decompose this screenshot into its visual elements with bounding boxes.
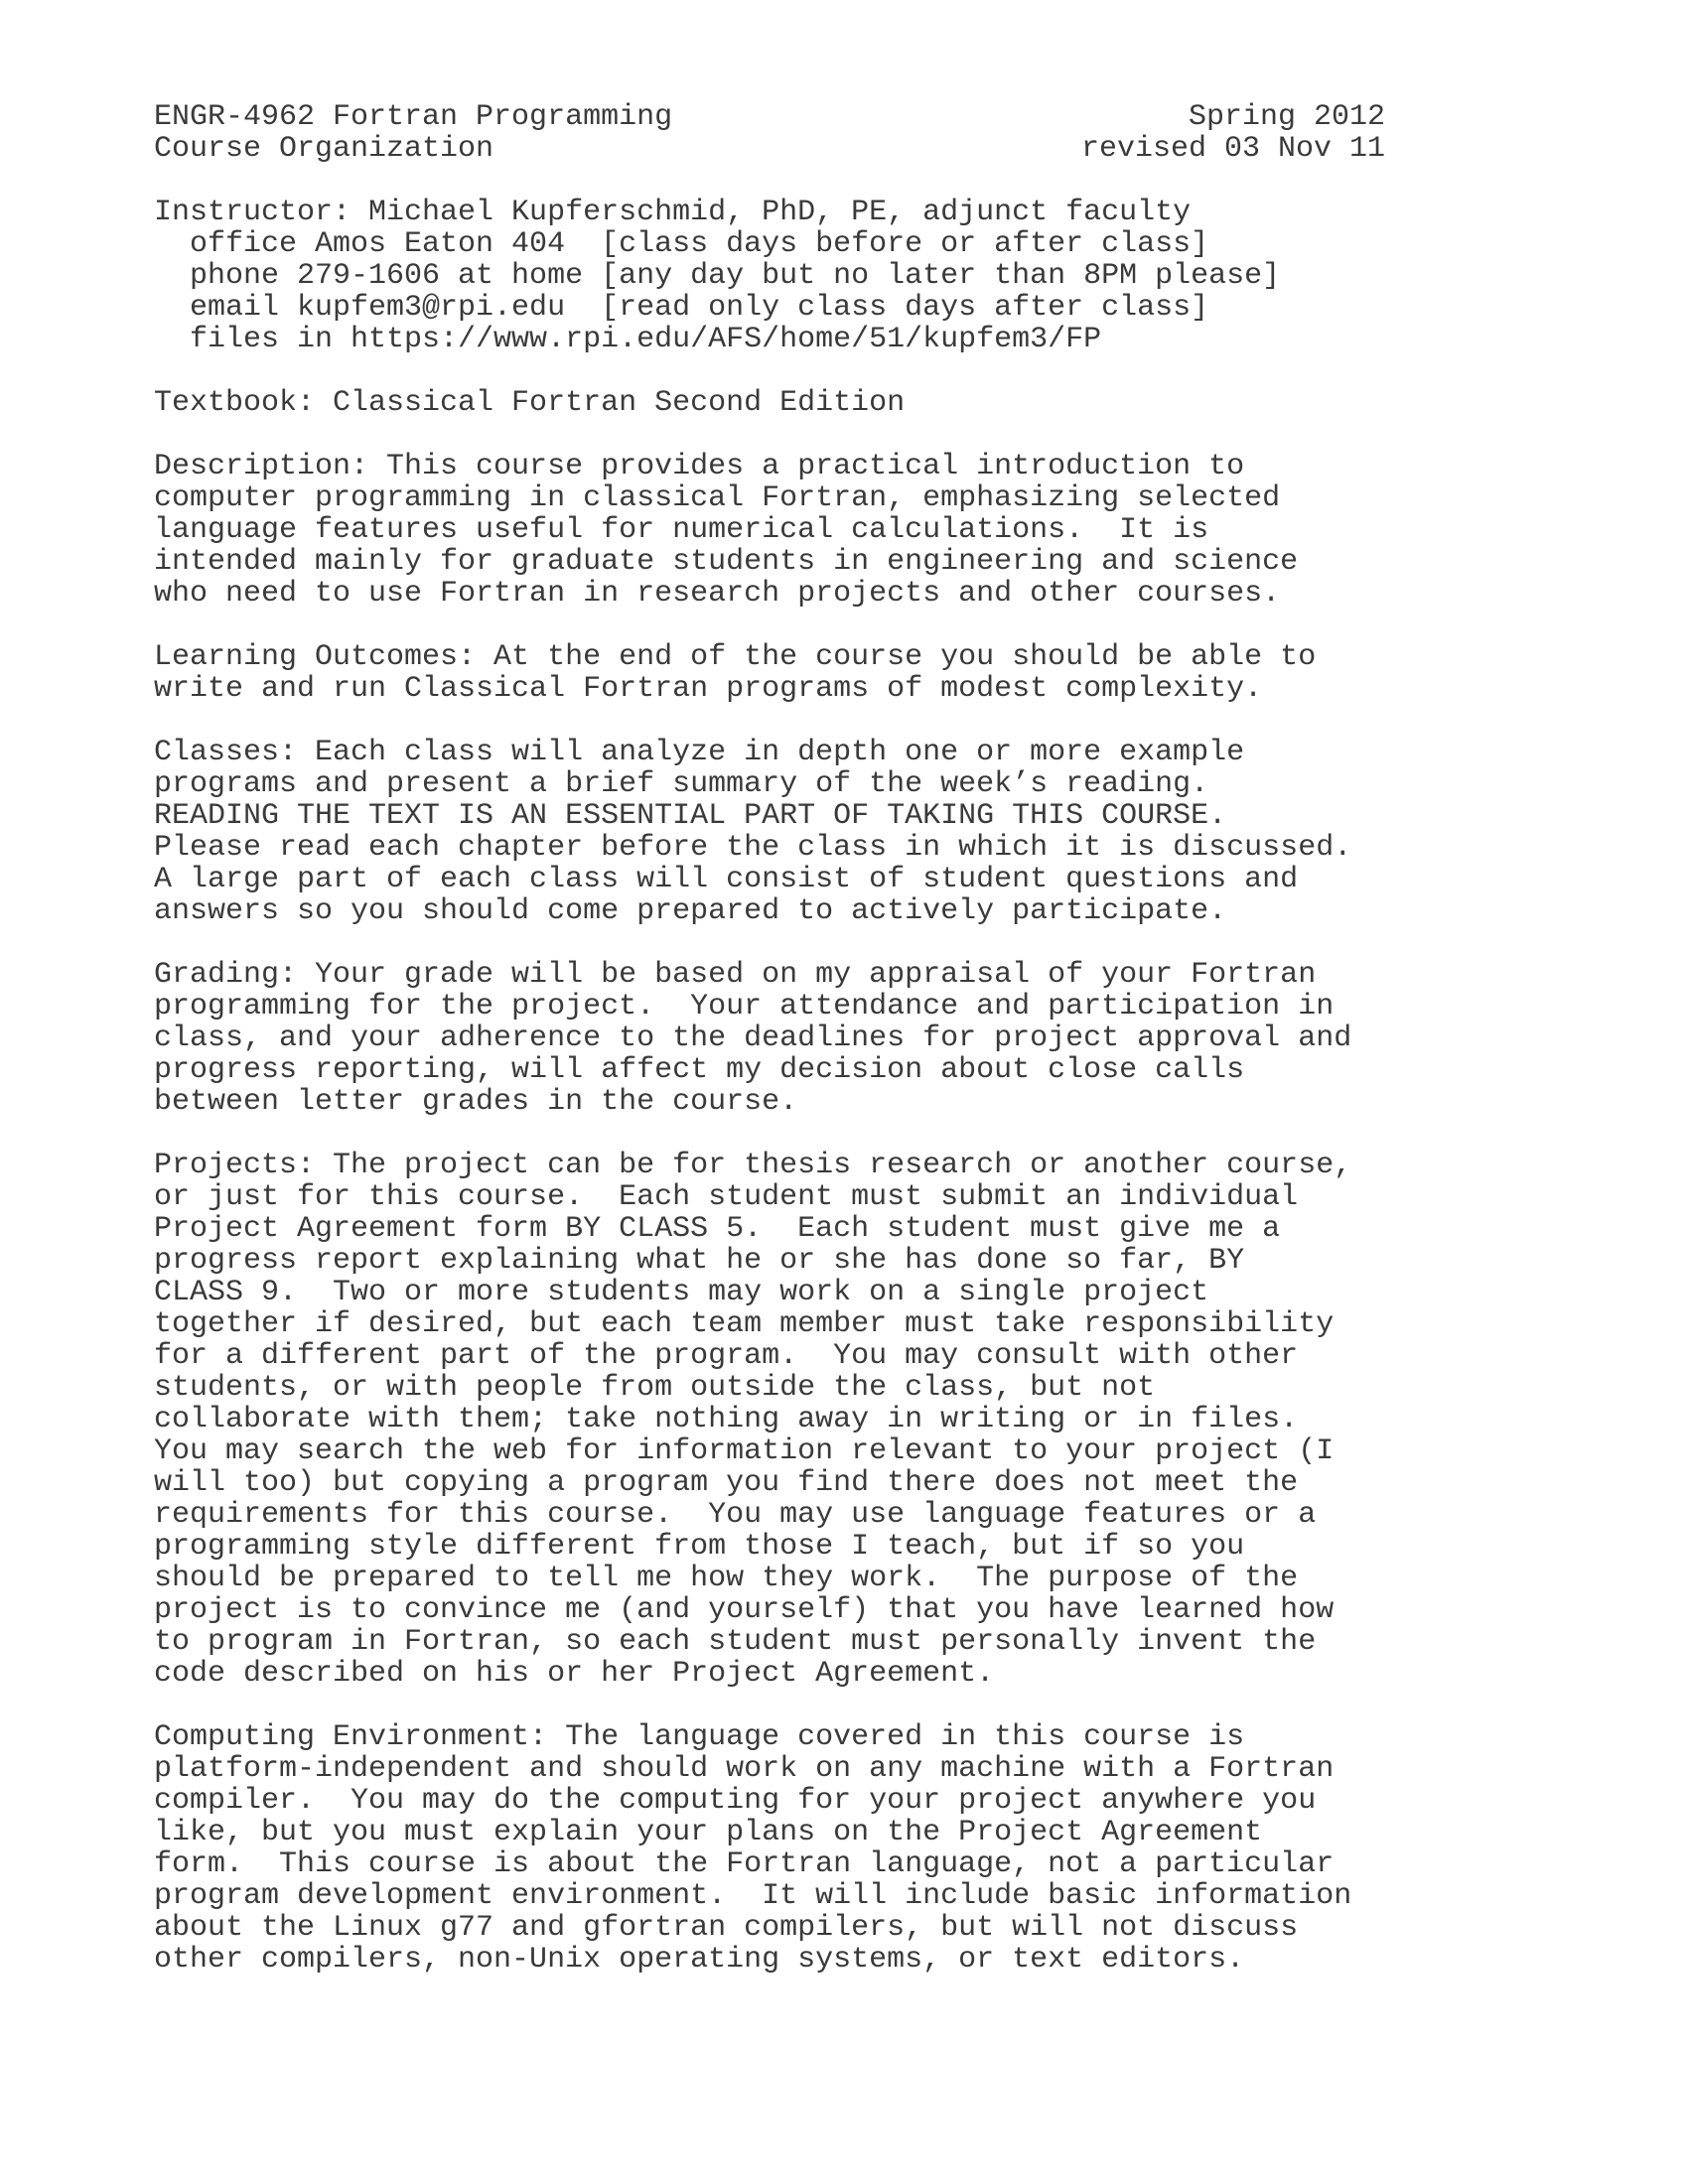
text-line: for a different part of the program. You may consult with other	[154, 1339, 1299, 1373]
section-textbook	[154, 387, 1385, 419]
text-line: Projects: The project can be for thesis research or another course,	[154, 1149, 1352, 1182]
section-classes	[154, 737, 1385, 927]
text-line: CLASS 9. Two or more students may work on a single project	[154, 1276, 1209, 1309]
text-line: to program in Fortran, so each student must personally invent the	[154, 1625, 1317, 1659]
course-title: ENGR-4962 Fortran Programming	[154, 100, 673, 134]
text-line: requirements for this course. You may use language features or a	[154, 1498, 1317, 1532]
text-line: Please read each chapter before the class in which it is discussed.	[154, 831, 1352, 865]
text-line: programming for the project. Your attendance and participation in	[154, 990, 1335, 1024]
text-line: programs and present a brief summary of the week’s reading.	[154, 767, 1209, 801]
text-line: computer programming in classical Fortran, emphasizing selected	[154, 481, 1281, 515]
text-line: language features useful for numerical calculations. It is	[154, 513, 1209, 547]
text-line: should be prepared to tell me how they work. The purpose of the	[154, 1562, 1299, 1595]
text-line: other compilers, non-Unix operating systems, or text editors.	[154, 1943, 1245, 1977]
text-line: program development environment. It will include basic information	[154, 1879, 1352, 1913]
text-line: intended mainly for graduate students in engineering and science	[154, 545, 1299, 579]
text-line: will too) but copying a program you find there does not meet the	[154, 1466, 1299, 1500]
text-line: progress reporting, will affect my decision about close calls	[154, 1053, 1245, 1087]
text-line: project is to convince me (and yourself) that you have learned how	[154, 1593, 1335, 1627]
text-line: Description: This course provides a practical introduction to	[154, 450, 1245, 483]
text-line: compiler. You may do the computing for your project anywhere you	[154, 1784, 1317, 1818]
section-computing-environment	[154, 1721, 1385, 1976]
text-line: Learning Outcomes: At the end of the course you should be able to	[154, 640, 1317, 674]
text-line: students, or with people from outside the class, but not	[154, 1371, 1156, 1405]
section-grading	[154, 959, 1385, 1118]
header-line-2	[154, 133, 1385, 165]
document-page	[154, 101, 1385, 1976]
text-line: together if desired, but each team member must take responsibility	[154, 1307, 1335, 1341]
text-line: between letter grades in the course.	[154, 1085, 798, 1119]
text-line: form. This course is about the Fortran language, not a particular	[154, 1847, 1335, 1881]
text-line: READING THE TEXT IS AN ESSENTIAL PART OF TAKING THIS COURSE.	[154, 799, 1227, 833]
text-line: who need to use Fortran in research projects and other courses.	[154, 577, 1281, 611]
document-body	[154, 197, 1385, 1976]
document-header	[154, 101, 1385, 165]
text-line: Textbook: Classical Fortran Second Edition	[154, 386, 906, 420]
section-projects	[154, 1150, 1385, 1690]
text-line: write and run Classical Fortran programs of modest complexity.	[154, 672, 1263, 706]
text-line: A large part of each class will consist of student questions and	[154, 863, 1299, 896]
text-line: phone 279-1606 at home [any day but no later than 8PM please]	[154, 259, 1281, 293]
text-line: Computing Environment: The language covered in this course is	[154, 1720, 1245, 1754]
text-line: class, and your adherence to the deadlines for project approval and	[154, 1022, 1352, 1055]
text-line: Classes: Each class will analyze in depth one or more example	[154, 736, 1245, 769]
text-line: Project Agreement form BY CLASS 5. Each student must give me a	[154, 1212, 1281, 1246]
text-line: email kupfem3@rpi.edu [read only class days after class]	[154, 291, 1209, 325]
text-line: answers so you should come prepared to actively participate.	[154, 894, 1227, 928]
text-line: You may search the web for information relevant to your project (I	[154, 1434, 1335, 1468]
text-line: collaborate with them; take nothing away in writing or in files.	[154, 1403, 1299, 1436]
semester: Spring 2012	[1188, 100, 1385, 134]
text-line: programming style different from those I teach, but if so you	[154, 1530, 1245, 1564]
section-learning-outcomes	[154, 641, 1385, 705]
text-line: Instructor: Michael Kupferschmid, PhD, PE, adjunct faculty	[154, 196, 1192, 229]
section-description	[154, 451, 1385, 610]
header-line-1	[154, 101, 1385, 133]
text-line: progress report explaining what he or she has done so far, BY	[154, 1244, 1245, 1278]
section-instructor	[154, 197, 1385, 355]
text-line: like, but you must explain your plans on the Project Agreement	[154, 1816, 1263, 1849]
document-title: Course Organization	[154, 132, 494, 166]
revision-date: revised 03 Nov 11	[1080, 132, 1385, 166]
text-line: Grading: Your grade will be based on my appraisal of your Fortran	[154, 958, 1317, 992]
text-line: or just for this course. Each student must submit an individual	[154, 1180, 1299, 1214]
text-line: about the Linux g77 and gfortran compilers, but will not discuss	[154, 1911, 1299, 1945]
text-line: files in https://www.rpi.edu/AFS/home/51/kupfem3/FP	[154, 323, 1102, 356]
text-line: office Amos Eaton 404 [class days before or after class]	[154, 227, 1209, 261]
text-line: code described on his or her Project Agreement.	[154, 1657, 995, 1691]
text-line: platform-independent and should work on any machine with a Fortran	[154, 1752, 1335, 1786]
